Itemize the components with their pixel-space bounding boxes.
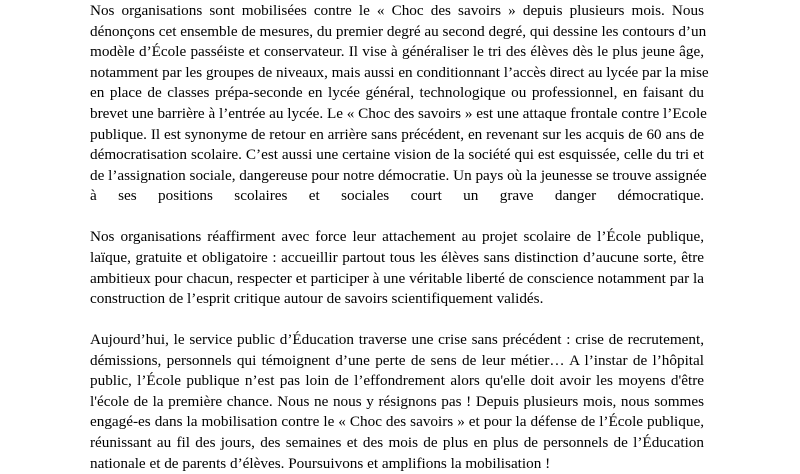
text-line: à ses positions scolaires et sociales court un grave danger démocratique. [90,187,704,205]
text-line: l'école de la première chance. Nous ne nous y résignons pas ! Depuis plusieurs mois, nous sommes [90,392,704,410]
text-line: laïque, gratuite et obligatoire : accueillir partout tous les élèves sans distinction d’aucune sorte, être [90,248,704,266]
text-line: ambitieux pour chacun, respecter et participer à une véritable liberté de conscience notamment par la [90,269,704,287]
text-line: de l’assignation sociale, dangereuse pour notre démocratie. Un pays où la jeunesse se trouve assignée [90,166,707,184]
paragraph-attachement-ecole-publique [90,227,704,309]
text-line: Nos organisations sont mobilisées contre le « Choc des savoirs » depuis plusieurs mois. Nous [90,2,704,19]
text-line: en place de classes prépa-seconde en lycée général, technologique ou professionnel, en faisant du [90,84,704,102]
text-line: publique. Il est synonyme de retour en arrière sans précédent, en revenant sur les acquis de 60 ans de [90,125,704,143]
text-line: Nos organisations réaffirment avec force leur attachement au projet scolaire de l’École publique, [90,228,704,246]
text-line: Aujourd’hui, le service public d’Éducation traverse une crise sans précédent : crise de recrutement, [90,331,704,349]
text-line: nationale et de parents d’élèves. Poursuivons et amplifions la mobilisation ! [90,454,551,472]
text-line: construction de l’esprit critique autour de savoirs scientifiquement validés. [90,290,544,308]
text-line: dénonçons cet ensemble de mesures, du premier degré au second degré, qui dessine les contours d’un [90,22,707,40]
paragraph-crise-service-public [90,330,704,474]
text-line: engagé-es dans la mobilisation contre le « Choc des savoirs » et pour la défense de l’École publique, [90,413,704,431]
text-line: notamment par les groupes de niveaux, mais aussi en conditionnant l’accès direct au lycée par la mise [90,63,709,81]
document-body [90,0,709,474]
text-line: brevet une barrière à l’entrée au lycée. Le « Choc des savoirs » est une attaque frontale contre l’Ecole [90,104,707,122]
text-line: démocratisation scolaire. C’est aussi une certaine vision de la société qui est esquissée, celle du tri et [90,146,704,164]
text-line: public, l’École publique n’est pas loin de l’effondrement alors qu'elle doit avoir les moyens d'être [90,372,704,390]
text-line: démissions, personnels qui témoignent d’une perte de sens de leur métier… A l’instar de l’hôpital [90,351,704,369]
paragraph-choc-des-savoirs [90,1,709,207]
text-line: modèle d’École passéiste et conservateur. Il vise à généraliser le tri des élèves dès le plus jeune âge, [90,43,704,61]
text-line: réunissant au fil des jours, des semaines et des mois de plus en plus de personnels de l’Éducation [90,434,704,452]
